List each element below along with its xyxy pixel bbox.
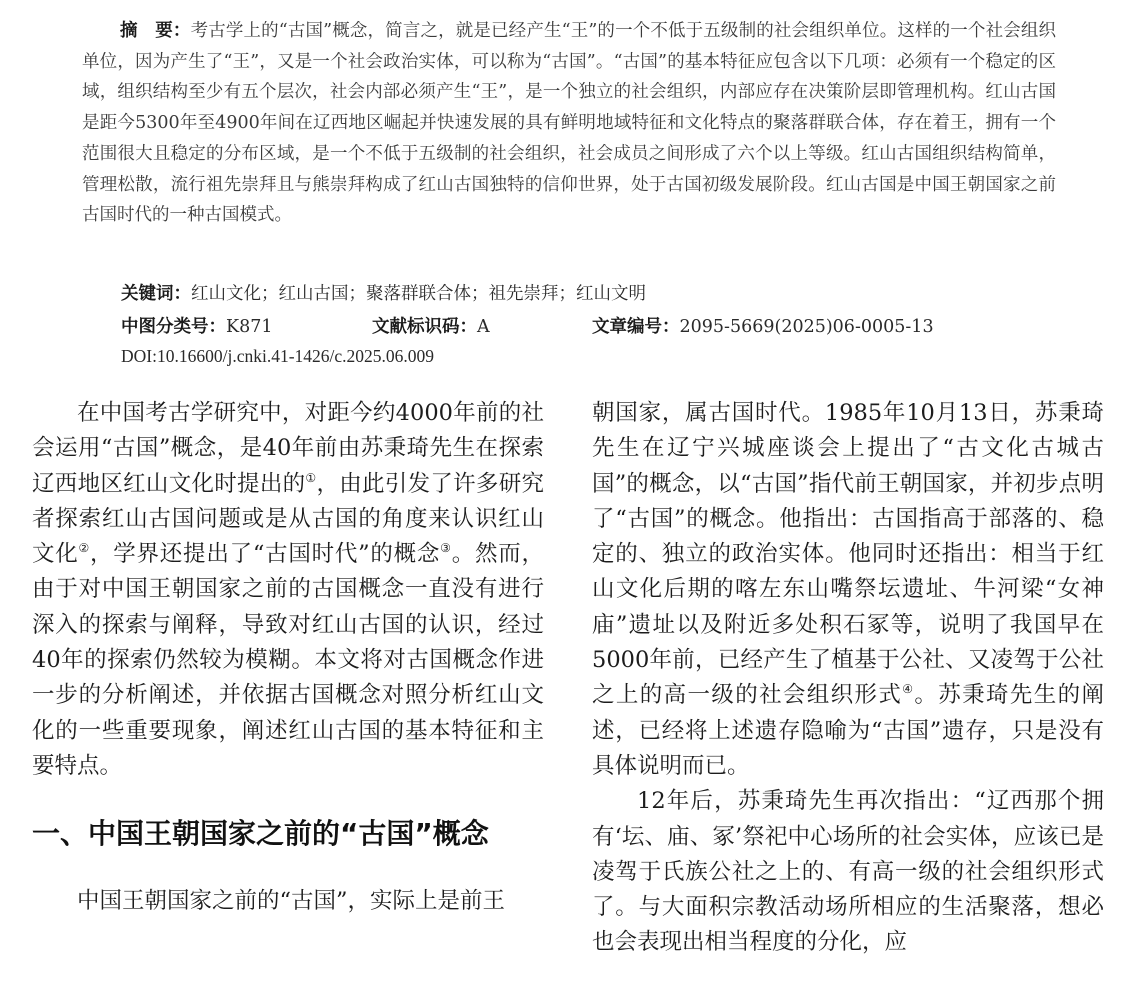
keywords-text: 红山文化；红山古国；聚落群联合体；祖先崇拜；红山文明 (191, 284, 646, 304)
footnote-ref-4[interactable]: ④ (902, 682, 915, 697)
paragraph-2-start: 中国王朝国家之前的“古国”，实际上是前王 (77, 888, 506, 915)
paragraph-2-continued: 朝国家，属古国时代。1985年10月13日，苏秉琦先生在辽宁兴城座谈会上提出了“古文化古城古国”的概念，以“古国”指代前王朝国家，并初步点明了“古国”的概念。他指出：古国指高于部落的、稳定的、独立的政治实体。他同时还指出：相当于红山文化后期的喀左东山嘴祭坛遗址、牛河梁“女神庙”遗址以及附近多处积石冢等，说明了我国早在5000年前，已经产生了植基于公社、又凌驾于公社之上的高一级的社会组织形式④。苏秉琦先生的阐述，已经将上述遗存隐喻为“古国”遗存，只是没有具体说明而已。 (592, 400, 1104, 779)
footnote-ref-3[interactable]: ③ (440, 541, 452, 556)
footnote-ref-1[interactable]: ① (305, 470, 317, 485)
article-number: 文章编号：2095-5669(2025)06-0005-13 (592, 317, 934, 337)
keywords-label: 关键词： (121, 284, 191, 304)
abstract-text: 考古学上的“古国”概念，简言之，就是已经产生“王”的一个不低于五级制的社会组织单位。这样的一个社会组织单位，因为产生了“王”，又是一个社会政治实体，可以称为“古国”。“古国”的基本特征应包含以下几项：必须有一个稳定的区域，组织结构至少有五个层次，社会内部必须产生“王”，是一个独立的社会组织，内部应存在决策阶层即管理机构。红山古国是距今5300年至4900年间在辽西地区崛起并快速发展的具有鲜明地域特征和文化特点的聚落群联合体，存在着王，拥有一个范围很大且稳定的分布区域，是一个不低于五级制的社会组织，社会成员之间形成了六个以上等级。红山古国组织结构简单，管理松散，流行祖先崇拜且与熊崇拜构成了红山古国独特的信仰世界，处于古国初级发展阶段。红山古国是中国王朝国家之前古国时代的一种古国模式。 (82, 21, 1056, 226)
doi-line: DOI:10.16600/j.cnki.41-1426/c.2025.06.009 (121, 346, 435, 366)
section-heading-1: 一、中国王朝国家之前的“古国”概念 (32, 817, 489, 851)
abstract-label: 摘 要： (120, 21, 191, 41)
abstract (82, 16, 1056, 231)
body-column-right (592, 396, 1104, 961)
intro-paragraph: 在中国考古学研究中，对距今约4000年前的社会运用“古国”概念，是40年前由苏秉琦先生在探索辽西地区红山文化时提出的①，由此引发了许多研究者探索红山古国问题或是从古国的角度来认识红山文化②，学界还提出了“古国时代”的概念③。然而，由于对中国王朝国家之前的古国概念一直没有进行深入的探索与阐释，导致对红山古国的认识，经过40年的探索仍然较为模糊。本文将对古国概念作进一步的分析阐述，并依据古国概念对照分析红山文化的一些重要现象，阐述红山古国的基本特征和主要特点。 (32, 400, 544, 779)
body-column-left (32, 396, 544, 920)
clc-number: 中图分类号：K871 (121, 317, 273, 337)
document-code: 文献标识码：A (372, 317, 490, 337)
keywords-line (121, 280, 646, 305)
footnote-ref-2[interactable]: ② (78, 541, 91, 556)
paragraph-3: 12年后，苏秉琦先生再次指出：“辽西那个拥有‘坛、庙、冢’祭祀中心场所的社会实体，应该已是凌驾于氏族公社之上的、有高一级的社会组织形式了。与大面积宗教活动场所相应的生活聚落，想必也会表现出相当程度的分化，应 (592, 788, 1104, 956)
